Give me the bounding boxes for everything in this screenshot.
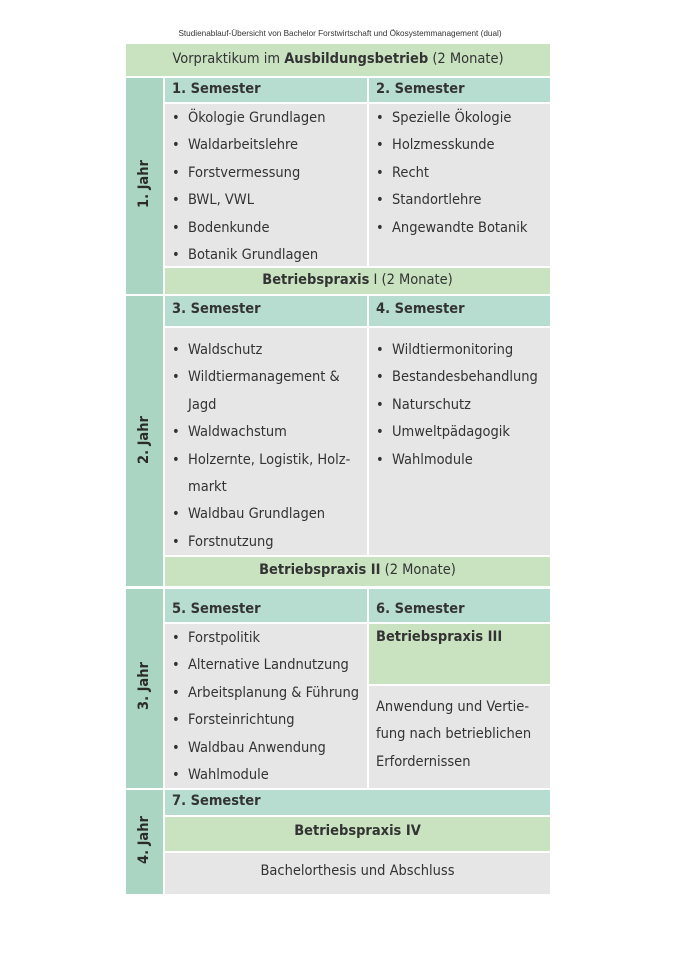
list-item-line: • Holzernte, Logistik, Holz-	[188, 451, 351, 468]
list-item: • Spezielle Ökologie	[372, 105, 527, 132]
vorpraktikum-text	[126, 51, 550, 67]
bachelorthesis-row	[165, 853, 550, 894]
list-item: • Waldwachstum	[168, 419, 350, 446]
list-item: • BWL, VWL	[168, 187, 325, 214]
list-item: • Wahlmodule	[372, 447, 538, 474]
list-item: • Forstvermessung	[168, 160, 325, 187]
betriebspraxis-3-title: Betriebspraxis III	[376, 629, 503, 645]
semester-5-title: 5. Semester	[172, 601, 261, 617]
betriebspraxis-3-cell	[369, 624, 550, 684]
semester-5-body	[165, 624, 367, 788]
list-item: • Angewandte Botanik	[372, 215, 527, 242]
betriebspraxis-1-text	[165, 272, 550, 288]
semester-3-title: 3. Semester	[172, 301, 261, 317]
semester-6-body	[369, 686, 550, 788]
semester-6-text-line: Erfordernissen	[376, 753, 471, 770]
semester-2-title: 2. Semester	[376, 81, 465, 97]
list-item: • Bestandesbehandlung	[372, 364, 538, 391]
year-4-label: 4. Jahr	[136, 816, 152, 864]
list-item	[168, 364, 350, 419]
semester-1-list	[168, 105, 325, 269]
list-item: • Arbeitsplanung & Führung	[168, 680, 359, 707]
year-2-label: 2. Jahr	[136, 416, 152, 464]
semester-1-body	[165, 104, 367, 266]
list-item: • Recht	[372, 160, 527, 187]
betriebspraxis-2-bold: Betriebspraxis II	[259, 562, 381, 578]
list-item: • Forstnutzung	[168, 529, 350, 556]
list-item: • Standortlehre	[372, 187, 527, 214]
betriebspraxis-2-text	[165, 562, 550, 578]
semester-6-text-line: fung nach betrieblichen	[376, 726, 532, 743]
list-item: • Ökologie Grundlagen	[168, 105, 325, 132]
semester-6-header	[369, 589, 550, 622]
semester-2-header	[369, 78, 550, 102]
list-item: • Holzmesskunde	[372, 132, 527, 159]
year-3-label: 3. Jahr	[136, 662, 152, 710]
semester-2-body	[369, 104, 550, 266]
year-1-side	[126, 78, 163, 294]
semester-5-header	[165, 589, 367, 622]
document-title: Studienablauf-Übersicht von Bachelor Forstwirtschaft und Ökosystemmanagement (dual)	[178, 29, 502, 38]
semester-4-body	[369, 328, 550, 555]
list-item-line: Jagd	[188, 396, 217, 413]
semester-1-header	[165, 78, 367, 102]
betriebspraxis-2-row	[165, 557, 550, 586]
list-item: • Wildtiermonitoring	[372, 337, 538, 364]
semester-7-title: 7. Semester	[172, 793, 261, 809]
semester-7-header	[165, 790, 550, 815]
list-item: • Waldbau Grundlagen	[168, 501, 350, 528]
betriebspraxis-4-row	[165, 817, 550, 851]
vorpraktikum-prefix: Vorpraktikum im	[172, 51, 285, 67]
list-item: • Alternative Landnutzung	[168, 652, 359, 679]
semester-3-header	[165, 296, 367, 326]
list-item: • Bodenkunde	[168, 215, 325, 242]
year-2-side	[126, 296, 163, 586]
vorpraktikum-suffix: (2 Monate)	[428, 51, 504, 67]
betriebspraxis-1-bold: Betriebspraxis	[262, 272, 370, 288]
bachelorthesis-text: Bachelorthesis und Abschluss	[260, 863, 455, 879]
list-item: • Umweltpädagogik	[372, 419, 538, 446]
list-item-line: markt	[188, 479, 227, 496]
list-item: • Naturschutz	[372, 392, 538, 419]
semester-6-text	[376, 694, 531, 776]
list-item: • Forsteinrichtung	[168, 707, 359, 734]
list-item: • Waldschutz	[168, 337, 350, 364]
list-item-line: • Wildtiermanagement &	[188, 369, 340, 386]
semester-6-title: 6. Semester	[376, 601, 465, 617]
list-item: • Waldbau Anwendung	[168, 735, 359, 762]
semester-3-list	[168, 337, 350, 556]
betriebspraxis-2-suffix: (2 Monate)	[380, 562, 456, 578]
betriebspraxis-1-row	[165, 268, 550, 294]
semester-3-body	[165, 328, 367, 555]
semester-4-list	[372, 337, 538, 474]
list-item: • Waldarbeitslehre	[168, 132, 325, 159]
semester-1-title: 1. Semester	[172, 81, 261, 97]
list-item	[168, 447, 350, 502]
list-item: • Wahlmodule	[168, 762, 359, 789]
year-4-side	[126, 790, 163, 894]
year-1-label: 1. Jahr	[136, 160, 152, 208]
vorpraktikum-bold: Ausbildungsbetrieb	[284, 51, 429, 67]
vorpraktikum-row	[126, 44, 550, 76]
betriebspraxis-1-suffix: I (2 Monate)	[369, 272, 453, 288]
betriebspraxis-4-title: Betriebspraxis IV	[294, 823, 421, 839]
semester-2-list	[372, 105, 527, 242]
semester-5-list	[168, 625, 359, 789]
semester-4-header	[369, 296, 550, 326]
list-item: • Botanik Grundlagen	[168, 242, 325, 269]
year-3-side	[126, 589, 163, 788]
semester-6-text-line: Anwendung und Vertie-	[376, 699, 530, 715]
semester-4-title: 4. Semester	[376, 301, 465, 317]
list-item: • Forstpolitik	[168, 625, 359, 652]
